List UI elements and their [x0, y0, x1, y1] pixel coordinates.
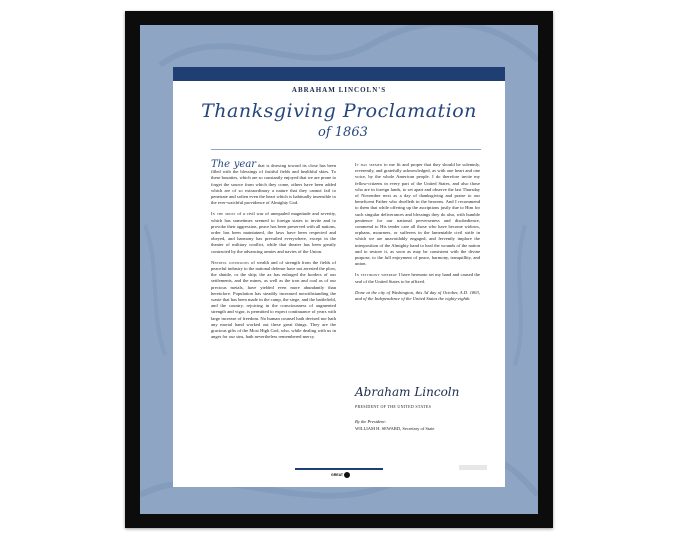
paragraph-text: to me fit and proper that they should be solemnly, reverently, and gratefully acknowledged, as with one heart and one voice, by the whole American people. I do therefore invite my fellow-citizens in every part of the United States, and also those who are in foreign lands, to set apart and observe the last Thursday of November next as a day of thanksgiving and praise to our beneficent Father who dwelleth in the heavens. And I recommend to them that while offering up the ascriptions justly due to Him for such singular deliverances and blessings they do also, with humble penitence for our national perverseness and disobedience, commend to His tender care all those who have become widows, orphans, mourners, or sufferers in the lamentable civil strife in which we are unavoidably engaged, and fervently implore the interposition of the Almighty hand to heal the wounds of the nation and to restore it, as soon as may be consistent with the divine purpose, to the full enjoyment of peace, harmony, tranquillity, and union.: [355, 162, 480, 267]
picture-frame: [125, 11, 553, 528]
paragraph-text: that is drawing toward its close has been filled with the blessings of fruitful fields and healthful skies. To these bounties, which are so constantly enjoyed that we are prone to forget the source from which they come, others have been added which are of so extraordinary a nature that they cannot fail to penetrate and soften even the heart which is habitually insensible to the ever-watchful providence of Almighty God.: [211, 163, 337, 206]
drop-cap-lead: The year: [211, 159, 257, 170]
logo-text: GREAT: [331, 472, 343, 477]
paragraph-text: I have hereunto set my hand and caused the seal of the United States to be affixed.: [355, 272, 480, 284]
secretary-name: WILLIAM H. SEWARD, Secretary of State: [355, 426, 435, 431]
logo-mark-icon: [344, 472, 350, 478]
main-title-year: of 1863: [318, 125, 368, 140]
signature: Abraham Lincoln: [355, 385, 460, 399]
credit-mark: [459, 465, 487, 470]
main-title: Thanksgiving Proclamation: [201, 100, 477, 122]
bottom-divider: [295, 468, 383, 470]
paragraph-text: of a civil war of unequaled magnitude and severity, which has sometimes seemed to foreign states to invite and to provoke their aggression, peace has been preserved with all nations, order has been maintained, the laws have been respected and obeyed, and harmony has prevailed everywhere, except in the theater of military conflict, while that theater has been greatly contracted by the advancing armies and navies of the Union.: [211, 211, 337, 254]
paragraph-lead: Needful diversions: [211, 259, 250, 265]
title-divider: [211, 149, 481, 150]
header-band: [173, 67, 505, 81]
dated-paragraph: Done at the city of Washington, this 3d day of October, A.D. 1863, and of the Independence of the United States the eighty-eighth.: [355, 289, 480, 302]
paragraph-lead: It has seemed: [355, 162, 383, 167]
signature-label: PRESIDENT OF THE UNITED STATES: [355, 404, 432, 409]
poster-sheet: [173, 67, 505, 487]
paragraph-lead: In the midst: [211, 211, 236, 217]
mat-background: [140, 25, 538, 514]
by-president-label: By the President:: [355, 419, 387, 424]
text-column-left: [211, 159, 337, 345]
publisher-logo: [331, 472, 351, 478]
paragraph-text: of wealth and of strength from the fields of peaceful industry to the national defense have not arrested the plow, the shuttle, or the ship; the ax has enlarged the borders of our settlements, and the mines, as well as the iron and coal as of our precious metals, have yielded even more abundantly than heretofore. Population has steadily increased notwithstanding the waste that has been made in the camp, the siege, and the battlefield, and the country, rejoicing in the consciousness of augmented strength and vigor, is permitted to expect continuance of years with large increase of freedom. No human counsel hath devised nor hath any mortal hand worked out these great things. They are the gracious gifts of the Most High God, who, while dealing with us in anger for our sins, hath nevertheless remembered mercy.: [211, 259, 336, 340]
kicker-title: ABRAHAM LINCOLN'S: [291, 86, 387, 94]
text-column-right: [355, 162, 480, 307]
paragraph-lead: In testimony whereof: [355, 272, 398, 278]
